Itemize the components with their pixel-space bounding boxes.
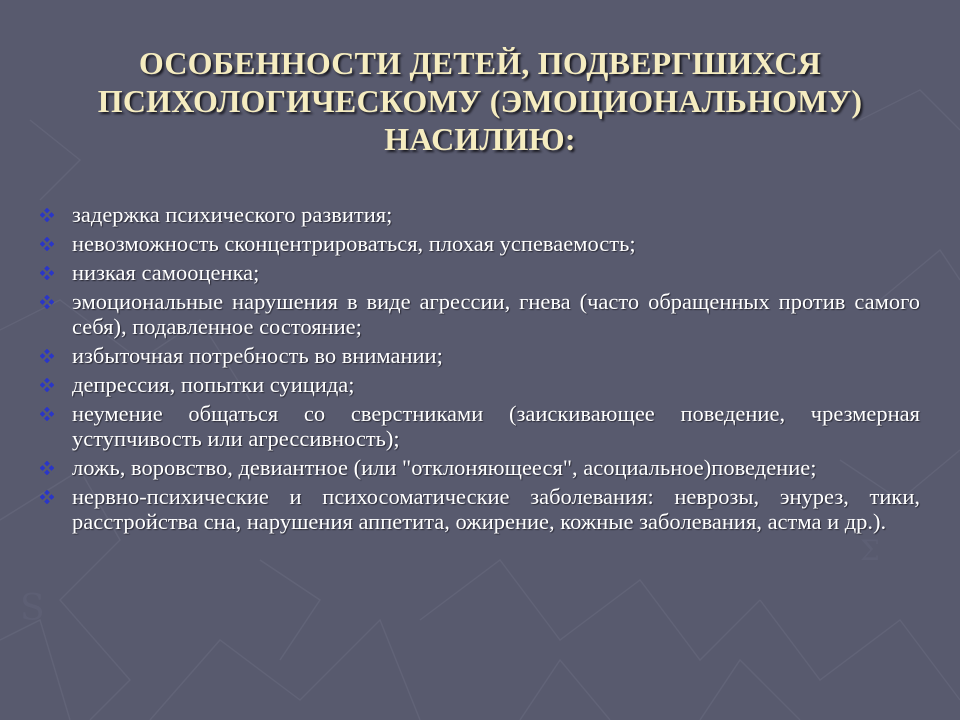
diamond-bullet-icon — [40, 237, 54, 251]
title-line-2: ПСИХОЛОГИЧЕСКОМУ (ЭМОЦИОНАЛЬНОМУ) — [97, 83, 863, 119]
svg-text:Ʃ: Ʃ — [860, 534, 880, 567]
list-item — [40, 372, 920, 397]
title-line-1: ОСОБЕННОСТИ ДЕТЕЙ, ПОДВЕРГШИХСЯ — [138, 45, 822, 81]
list-item-text: нервно-психические и психосоматические заболевания: неврозы, энурез, тики, расстройства сна, нарушения аппетита, ожирение, кожные заболевания, астма и др.). — [72, 484, 920, 534]
diamond-bullet-icon — [40, 266, 54, 280]
list-item — [40, 401, 920, 451]
list-item-text: избыточная потребность во внимании; — [72, 343, 443, 368]
svg-text:S: S — [20, 588, 45, 629]
list-item-text: задержка психического развития; — [72, 202, 393, 227]
list-item — [40, 455, 920, 480]
bullet-list — [40, 202, 920, 538]
slide-title — [60, 44, 900, 158]
diamond-bullet-icon — [40, 461, 54, 475]
list-item-text: депрессия, попытки суицида; — [72, 372, 355, 397]
list-item-text: эмоциональные нарушения в виде агрессии, гнева (часто обращенных против самого себя), подавленное состояние; — [72, 289, 920, 339]
list-item-text: ложь, воровство, девиантное (или "отклоняющееся", асоциальное)поведение; — [72, 455, 817, 480]
list-item — [40, 343, 920, 368]
diamond-bullet-icon — [40, 378, 54, 392]
list-item-text: невозможность сконцентрироваться, плохая успеваемость; — [72, 231, 636, 256]
diamond-bullet-icon — [40, 208, 54, 222]
list-item — [40, 484, 920, 534]
list-item-text: неумение общаться со сверстниками (заискивающее поведение, чрезмерная уступчивость или агрессивность); — [72, 401, 920, 451]
diamond-bullet-icon — [40, 407, 54, 421]
diamond-bullet-icon — [40, 295, 54, 309]
list-item-text: низкая самооценка; — [72, 260, 260, 285]
list-item — [40, 260, 920, 285]
list-item — [40, 289, 920, 339]
list-item — [40, 231, 920, 256]
list-item — [40, 202, 920, 227]
diamond-bullet-icon — [40, 349, 54, 363]
title-line-3: НАСИЛИЮ: — [384, 121, 576, 157]
diamond-bullet-icon — [40, 490, 54, 504]
